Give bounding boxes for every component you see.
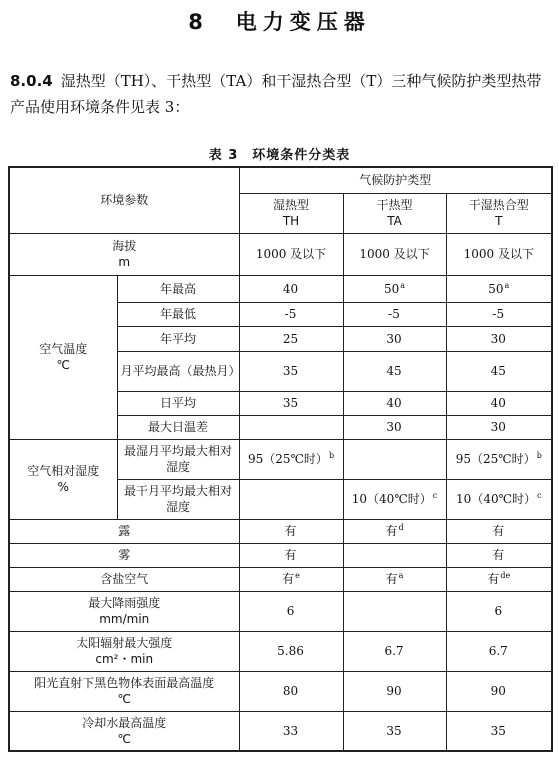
row-cell-value: 5.86 (277, 644, 304, 658)
row-label (9, 711, 239, 751)
air-temp-cell-value: -5 (388, 307, 400, 321)
row-label-unit: mm/min (99, 612, 150, 626)
column-code: TH (282, 214, 300, 228)
humidity-cell (239, 439, 343, 479)
air-temp-cell-value: 25 (282, 331, 299, 346)
humidity-cell-note: c (537, 491, 542, 500)
row-cell-value: 6.7 (384, 644, 404, 658)
table-row (9, 439, 552, 479)
table-caption: 表 3 环境条件分类表 (208, 148, 351, 163)
row-label-unit: ℃ (117, 731, 131, 746)
row-cell-value: 有 (492, 548, 505, 562)
row-label (9, 567, 239, 591)
row-cell (446, 519, 552, 543)
row-cell (239, 567, 343, 591)
column-header (343, 193, 446, 233)
humidity-label-unit: % (57, 480, 69, 494)
row-label-text: 雾 (118, 548, 131, 562)
row-cell (239, 671, 343, 711)
air-temp-cell-value: 35 (282, 364, 299, 378)
row-cell (343, 567, 446, 591)
air-temp-cell-value: 45 (386, 364, 402, 378)
row-cell-value: 有 (385, 572, 398, 586)
air-temp-cell-value: 30 (490, 420, 506, 434)
paragraph-text: 湿热型（TH）、干热型（TA）和干湿热合型（T）三种气候防护类型热带产品使用环境条件见表 3： (10, 72, 542, 116)
air-temp-cell-value: 40 (386, 396, 402, 410)
row-cell (446, 711, 552, 751)
humidity-cell-value: 95（25℃时） (455, 452, 536, 466)
air-temp-cell-value: 30 (490, 331, 506, 346)
humidity-cell-value: 95（25℃时） (247, 452, 328, 466)
chapter-title: 8 电力变压器 (188, 10, 371, 34)
row-cell (239, 631, 343, 671)
paragraph (10, 68, 550, 120)
param-header: 环境参数 (9, 167, 239, 233)
altitude-label-text: 海拔 (112, 239, 137, 253)
altitude-value: 1000 及以下 (446, 233, 552, 275)
humidity-cell-note: b (536, 451, 542, 460)
air-temp-cell (446, 391, 552, 415)
air-temp-cell-note: a (400, 280, 406, 290)
table-row (9, 567, 552, 591)
row-cell-value: 有 (284, 524, 297, 538)
row-cell-value: 33 (282, 723, 299, 738)
air-temp-cell-value: -5 (492, 307, 505, 321)
table-row (9, 591, 552, 631)
air-temp-cell-note: a (504, 280, 510, 290)
row-cell (343, 519, 446, 543)
row-cell (343, 543, 446, 567)
air-temp-cell-value: 40 (490, 396, 506, 410)
row-cell (446, 591, 552, 631)
column-code: TA (387, 214, 402, 228)
row-cell (343, 631, 446, 671)
row-cell-value: 90 (490, 684, 506, 698)
row-cell (446, 567, 552, 591)
row-cell-value: 80 (282, 684, 299, 698)
air-temp-cell (446, 415, 552, 439)
humidity-cell (446, 479, 552, 519)
row-label (9, 591, 239, 631)
row-cell (239, 543, 343, 567)
humidity-sub: 最湿月平均最大相对湿度 (117, 439, 239, 479)
humidity-sub: 最干月平均最大相对湿度 (117, 479, 239, 519)
air-temp-cell (343, 302, 446, 326)
table-row (9, 275, 552, 302)
humidity-cell-value: 10（40℃时） (351, 492, 432, 506)
row-cell (446, 631, 552, 671)
row-label-text: 冷却水最高温度 (82, 715, 167, 730)
row-cell-value: 有 (284, 548, 297, 562)
air-temp-cell (239, 351, 343, 391)
row-label-text: 最大降雨强度 (88, 596, 161, 610)
row-cell-note: de (500, 571, 511, 580)
row-cell-value: 90 (386, 684, 402, 698)
table-row (9, 233, 552, 275)
row-label-text: 含盐空气 (100, 572, 149, 586)
altitude-value: 1000 及以下 (343, 233, 446, 275)
air-temp-label-text: 空气温度 (39, 342, 88, 356)
table-row (9, 671, 552, 711)
paragraph-number: 8.0.4 (10, 72, 53, 90)
air-temp-sub: 月平均最高（最热月） (117, 351, 239, 391)
row-label-unit: cm²・min (95, 652, 154, 666)
row-cell-value: 有 (385, 524, 398, 538)
air-temp-cell (446, 275, 552, 302)
table-row (9, 631, 552, 671)
row-cell (446, 543, 552, 567)
row-cell (239, 711, 343, 751)
air-temp-cell (239, 302, 343, 326)
air-temp-cell-value: 35 (282, 396, 299, 410)
air-temp-cell-value: 30 (386, 420, 402, 434)
air-temp-sub: 年最高 (117, 275, 239, 302)
air-temp-sub: 年平均 (117, 326, 239, 351)
row-cell-value: 35 (386, 723, 402, 738)
column-name: 干热型 (376, 198, 413, 212)
row-cell-value: 有 (487, 572, 500, 586)
column-name: 湿热型 (273, 198, 310, 212)
air-temp-cell-value: -5 (284, 307, 297, 321)
row-label-text: 露 (118, 524, 131, 538)
air-temp-cell-value: 50 (488, 281, 504, 296)
air-temp-cell (239, 415, 343, 439)
altitude-value: 1000 及以下 (239, 233, 343, 275)
air-temp-cell-value: 30 (386, 331, 402, 346)
column-header (446, 193, 552, 233)
air-temp-label (9, 275, 117, 439)
humidity-cell-note: b (328, 451, 335, 460)
table-row (9, 711, 552, 751)
row-cell-value: 有 (282, 572, 295, 586)
type-header: 气候防护类型 (239, 167, 552, 193)
row-label (9, 631, 239, 671)
row-cell-note: d (398, 523, 404, 532)
air-temp-cell (446, 351, 552, 391)
altitude-label (9, 233, 239, 275)
row-cell (343, 711, 446, 751)
air-temp-cell-value: 50 (383, 281, 400, 296)
row-cell (239, 591, 343, 631)
altitude-label-unit: m (118, 255, 131, 269)
air-temp-cell (343, 326, 446, 351)
air-temp-sub: 最大日温差 (117, 415, 239, 439)
humidity-cell (446, 439, 552, 479)
row-cell-value: 35 (490, 723, 506, 738)
column-name: 干湿热合型 (468, 198, 529, 212)
humidity-cell-value: 10（40℃时） (456, 492, 537, 506)
air-temp-cell (239, 275, 343, 302)
air-temp-cell (239, 326, 343, 351)
row-cell (446, 671, 552, 711)
row-cell-note: e (295, 571, 300, 580)
air-temp-sub: 日平均 (117, 391, 239, 415)
table-row (9, 543, 552, 567)
humidity-cell (343, 439, 446, 479)
table-row (9, 519, 552, 543)
row-cell (343, 591, 446, 631)
humidity-cell-note: c (432, 491, 438, 500)
humidity-label (9, 439, 117, 519)
table-row (9, 167, 552, 193)
air-temp-cell (343, 415, 446, 439)
row-cell (343, 671, 446, 711)
air-temp-cell-value: 40 (282, 281, 299, 296)
column-code: T (495, 214, 503, 228)
row-cell-value: 有 (492, 524, 505, 538)
row-label (9, 543, 239, 567)
air-temp-cell (239, 391, 343, 415)
row-label-text: 阳光直射下黑色物体表面最高温度 (34, 676, 215, 690)
environment-table (8, 166, 553, 752)
air-temp-cell (446, 302, 552, 326)
row-label (9, 671, 239, 711)
humidity-cell (239, 479, 343, 519)
air-temp-cell (343, 351, 446, 391)
air-temp-label-unit: ℃ (56, 358, 70, 372)
row-cell-value: 6 (494, 604, 503, 618)
row-label-text: 太阳辐射最大强度 (76, 636, 173, 650)
column-header (239, 193, 343, 233)
air-temp-sub: 年最低 (117, 302, 239, 326)
humidity-cell (343, 479, 446, 519)
row-cell-value: 6.7 (488, 644, 508, 658)
row-label (9, 519, 239, 543)
row-cell-note: a (398, 571, 404, 580)
air-temp-cell (343, 275, 446, 302)
humidity-label-text: 空气相对湿度 (27, 464, 100, 478)
air-temp-cell (343, 391, 446, 415)
air-temp-cell (446, 326, 552, 351)
row-label-unit: ℃ (117, 692, 131, 706)
row-cell-value: 6 (286, 604, 295, 618)
row-cell (239, 519, 343, 543)
air-temp-cell-value: 45 (490, 364, 506, 378)
